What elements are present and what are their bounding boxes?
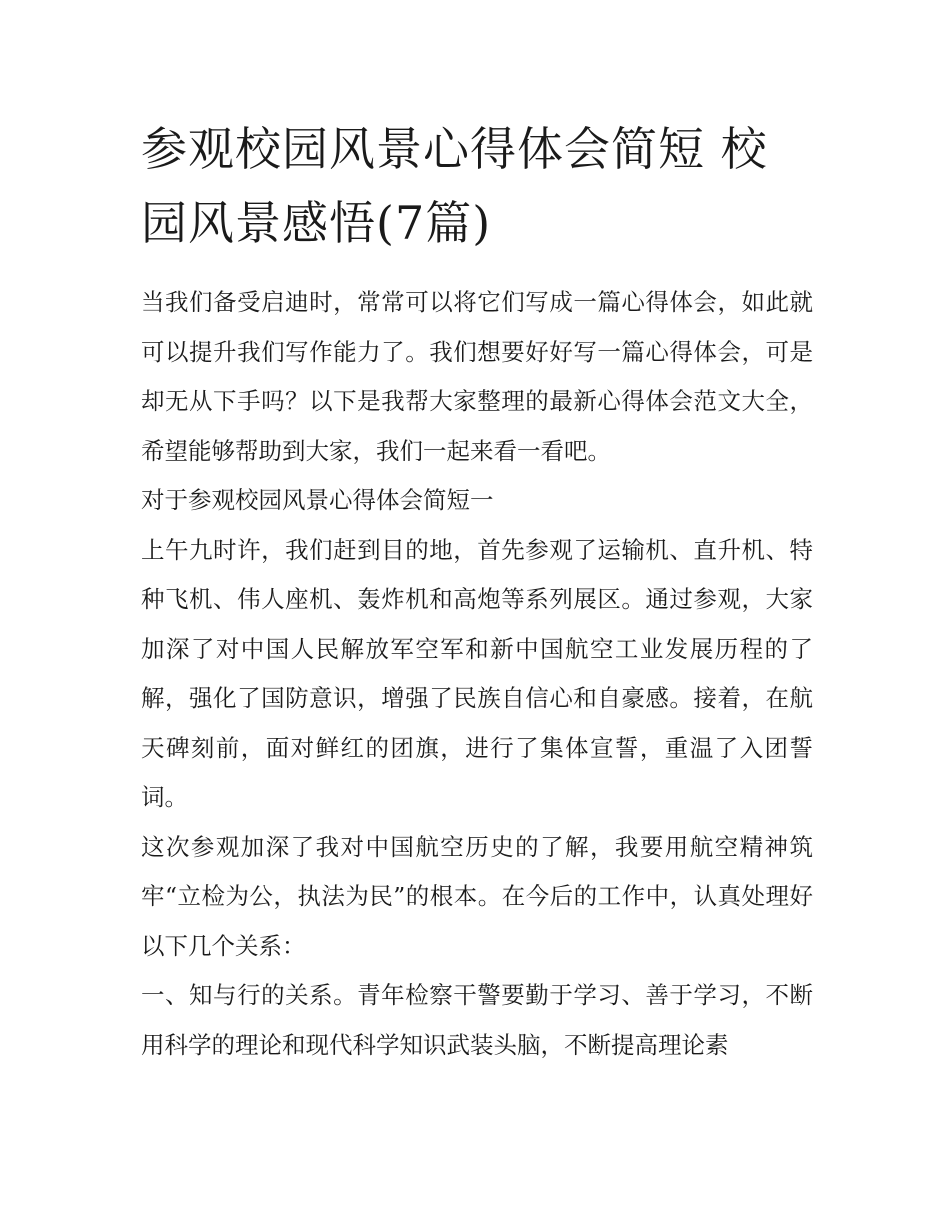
document-page [141,112,813,1070]
body-paragraph: 一、知与行的关系。青年检察干警要勤于学习、善于学习，不断用科学的理论和现代科学知识武装头脑，不断提高理论素 [141,981,813,1059]
body-paragraph: 上午九时许，我们赶到目的地，首先参观了运输机、直升机、特种飞机、伟人座机、轰炸机和高炮等系列展区。通过参观，大家加深了对中国人民解放军空军和新中国航空工业发展历程的了解，强化了国防意识，增强了民族自信心和自豪感。接着，在航天碑刻前，面对鲜红的团旗，进行了集体宣誓，重温了入团誓词。 [141,535,813,811]
intro-paragraph: 当我们备受启迪时，常常可以将它们写成一篇心得体会，如此就可以提升我们写作能力了。我们想要好好写一篇心得体会，可是却无从下手吗？以下是我帮大家整理的最新心得体会范文大全，希望能够帮助到大家，我们一起来看一看吧。 [141,288,813,465]
document-body [141,278,813,1070]
body-paragraph: 这次参观加深了我对中国航空历史的了解，我要用航空精神筑牢“立检为公，执法为民”的根本。在今后的工作中，认真处理好以下几个关系： [141,832,813,960]
section-heading: 对于参观校园风景心得体会简短一 [141,486,494,514]
document-title: 参观校园风景心得体会简短 校园风景感悟(7篇) [141,122,768,250]
